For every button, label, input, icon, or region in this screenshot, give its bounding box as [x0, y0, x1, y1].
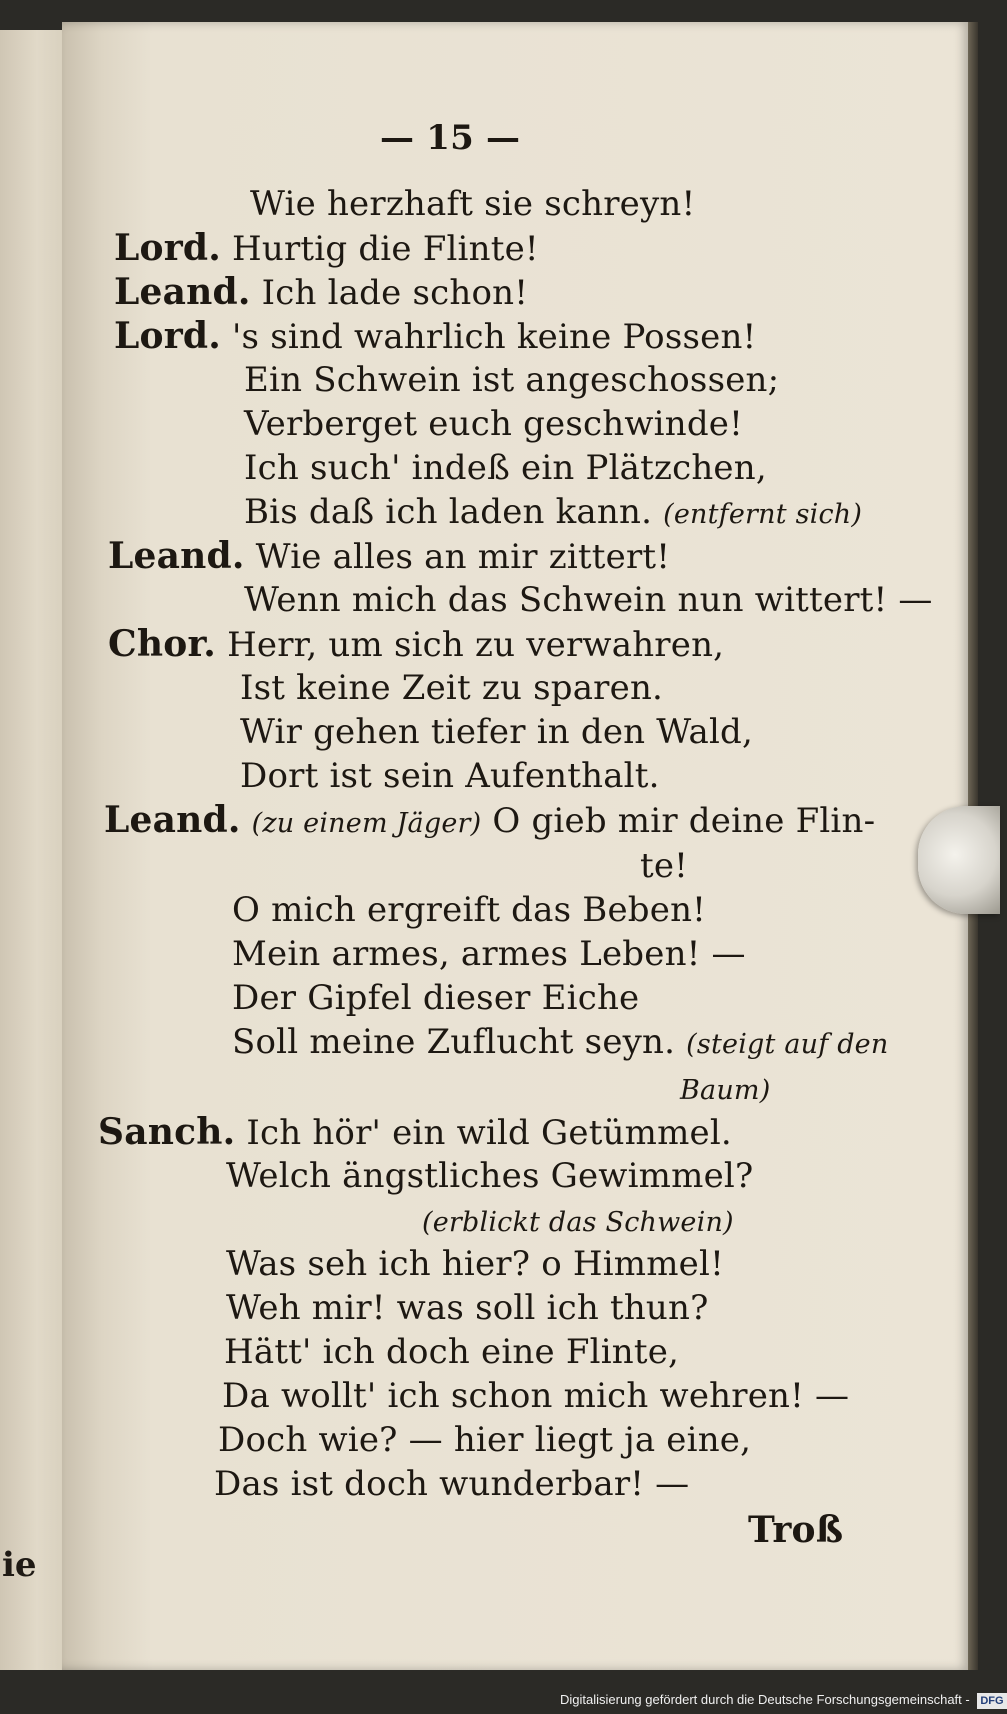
- verse-line: Soll meine Zuflucht seyn. (steigt auf den: [232, 1022, 889, 1062]
- stage-direction: (steigt auf den: [686, 1029, 889, 1060]
- verse-line: Baum): [680, 1075, 771, 1106]
- speaker-label: Leand.: [114, 271, 251, 313]
- verse-line: Ein Schwein ist angeschossen;: [244, 360, 780, 400]
- verse-line: O mich ergreift das Beben!: [232, 890, 707, 930]
- stage-direction: (entfernt sich): [663, 499, 863, 530]
- verse-line: Doch wie? — hier liegt ja eine,: [218, 1420, 752, 1460]
- verse-line: Lord. Hurtig die Flinte!: [114, 227, 539, 269]
- verse-line: Wie herzhaft sie schreyn!: [250, 184, 696, 224]
- speaker-label: Leand.: [108, 535, 245, 577]
- verse-line: Da wollt' ich schon mich wehren! —: [222, 1376, 850, 1416]
- verse-line: Leand. Ich lade schon!: [114, 271, 529, 313]
- verse-line: Ist keine Zeit zu sparen.: [240, 668, 664, 708]
- verse-line: Bis daß ich laden kann. (entfernt sich): [244, 492, 863, 532]
- speaker-label: Sanch.: [98, 1111, 236, 1153]
- footer-text: Digitalisierung gefördert durch die Deutsche Forschungsgemeinschaft -: [560, 1692, 970, 1707]
- dfg-logo: DFG: [977, 1693, 1006, 1709]
- stage-direction: (zu einem Jäger): [251, 808, 482, 839]
- verse-line: Wenn mich das Schwein nun wittert! —: [244, 580, 933, 620]
- verse-line: te!: [640, 846, 689, 886]
- verse-line: Das ist doch wunderbar! —: [214, 1464, 690, 1504]
- verse-line: Sanch. Ich hör' ein wild Getümmel.: [98, 1111, 732, 1153]
- verse-line: Mein armes, armes Leben! —: [232, 934, 746, 974]
- speaker-label: Leand.: [104, 799, 241, 841]
- verse-line: Hätt' ich doch eine Flinte,: [224, 1332, 680, 1372]
- verse-line: Wir gehen tiefer in den Wald,: [240, 712, 753, 752]
- footer-credit: [560, 1690, 1007, 1710]
- verse-line: Chor. Herr, um sich zu verwahren,: [108, 623, 725, 665]
- verse-line: Was seh ich hier? o Himmel!: [226, 1244, 724, 1284]
- speaker-label: Lord.: [114, 315, 221, 357]
- verse-line: Weh mir! was soll ich thun?: [226, 1288, 709, 1328]
- speaker-label: Chor.: [108, 623, 217, 665]
- stage-direction: (erblickt das Schwein): [422, 1207, 734, 1238]
- verse-line: Welch ängstliches Gewimmel?: [226, 1156, 754, 1196]
- verse-line: Leand. Wie alles an mir zittert!: [108, 535, 671, 577]
- verse-line: Der Gipfel dieser Eiche: [232, 978, 640, 1018]
- left-page-fragment: ie: [2, 1545, 37, 1585]
- verse-line: Lord. 's sind wahrlich keine Possen!: [114, 315, 757, 357]
- verse-line: Ich such' indeß ein Plätzchen,: [244, 448, 767, 488]
- verse-line: Verberget euch geschwinde!: [244, 404, 743, 444]
- page-number: — 15 —: [380, 118, 521, 158]
- verse-line: Dort ist sein Aufenthalt.: [240, 756, 660, 796]
- verse-line: Leand. (zu einem Jäger) O gieb mir deine Flin-: [104, 799, 876, 841]
- speaker-label: Lord.: [114, 227, 221, 269]
- catchword: Troß: [748, 1509, 844, 1551]
- verse-line: [422, 1200, 734, 1243]
